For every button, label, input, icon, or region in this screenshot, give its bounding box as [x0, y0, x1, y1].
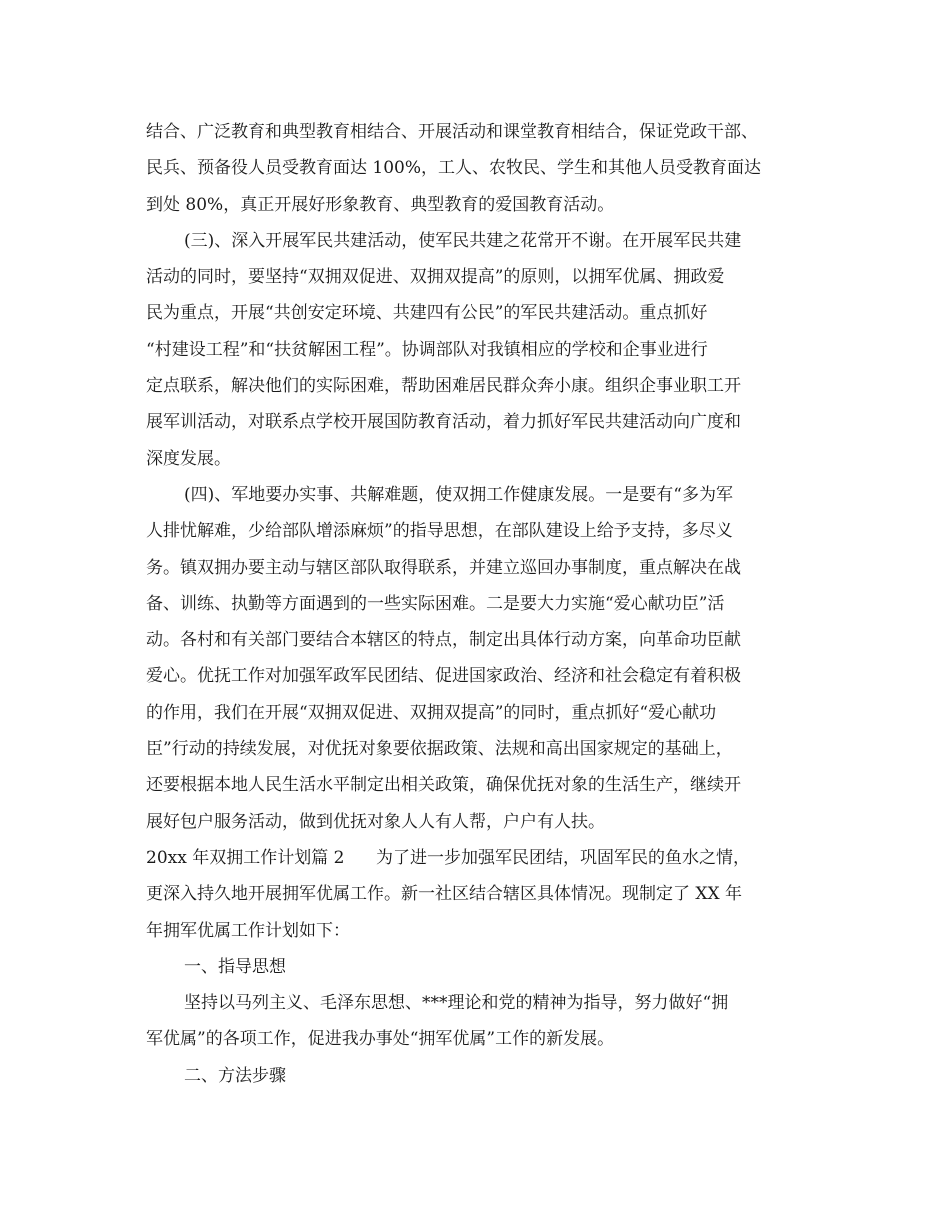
text-line: (四)、军地要办实事、共解难题，使双拥工作健康发展。一是要有“多为军	[184, 484, 733, 505]
section-heading: 20xx 年双拥工作计划篇 2	[146, 847, 345, 868]
text-line: 军优属”的各项工作，促进我办事处“拥军优属”工作的新发展。	[146, 1029, 615, 1050]
text-line: 更深入持久地开展拥军优属工作。新一社区结合辖区具体情况。现制定了 XX 年	[146, 884, 743, 905]
text-line: 民兵、预备役人员受教育面达 100%，工人、农牧民、学生和其他人员受教育面达	[146, 158, 762, 179]
text-line: 展好包户服务活动，做到优抚对象人人有人帮，户户有人扶。	[146, 811, 605, 832]
text-line: 的作用，我们在开展“双拥双促进、双拥双提高”的同时，重点抓好“爱心献功	[146, 702, 717, 723]
text-line: 二、方法步骤	[184, 1065, 286, 1086]
text-line: 一、指导思想	[184, 956, 286, 977]
text-line: 到处 80%，真正开展好形象教育、典型教育的爱国教育活动。	[146, 194, 615, 215]
text-line: 展军训活动，对联系点学校开展国防教育活动，着力抓好军民共建活动向广度和	[146, 412, 741, 433]
text-line: 民为重点，开展“共创安定环境、共建四有公民”的军民共建活动。重点抓好	[146, 303, 708, 324]
document-body	[146, 114, 806, 1094]
text-line: 还要根据本地人民生活水平制定出相关政策，确保优抚对象的生活生产，继续开	[146, 775, 741, 796]
text-line: (三)、深入开展军民共建活动，使军民共建之花常开不谢。在开展军民共建	[184, 230, 742, 251]
body-paragraphs	[146, 114, 806, 840]
section-heading-line	[146, 840, 806, 876]
text-line: 结合、广泛教育和典型教育相结合、开展活动和课堂教育相结合，保证党政干部、	[146, 122, 758, 142]
text-line: 臣”行动的持续发展，对优抚对象要依据政策、法规和高出国家规定的基础上，	[146, 739, 733, 760]
text-line: 坚持以马列主义、毛泽东思想、***理论和党的精神为指导，努力做好“拥	[184, 993, 729, 1014]
section-first-line: 为了进一步加强军民团结，巩固军民的鱼水之情，	[376, 847, 750, 868]
text-line: 定点联系，解决他们的实际困难，帮助困难居民群众奔小康。组织企事业职工开	[146, 376, 741, 397]
text-line: “村建设工程”和“扶贫解困工程”。协调部队对我镇相应的学校和企事业进行	[146, 339, 708, 360]
text-line: 备、训练、执勤等方面遇到的一些实际困难。二是要大力实施“爱心献功臣”活	[146, 593, 725, 614]
text-line: 人排忧解难，少给部队增添麻烦”的指导思想，在部队建设上给予支持，多尽义	[146, 521, 733, 542]
text-line: 深度发展。	[146, 448, 231, 469]
text-line: 活动的同时，要坚持“双拥双促进、双拥双提高”的原则，以拥军优属、拥政爱	[146, 267, 725, 288]
text-line: 动。各村和有关部门要结合本辖区的特点，制定出具体行动方案，向革命功臣献	[146, 630, 741, 651]
text-line: 务。镇双拥办要主动与辖区部队取得联系，并建立巡回办事制度，重点解决在战	[146, 557, 741, 578]
text-line: 爱心。优抚工作对加强军政军民团结、促进国家政治、经济和社会稳定有着积极	[146, 666, 741, 687]
text-line: 年拥军优属工作计划如下：	[146, 920, 350, 941]
section-paragraphs	[146, 876, 806, 1094]
